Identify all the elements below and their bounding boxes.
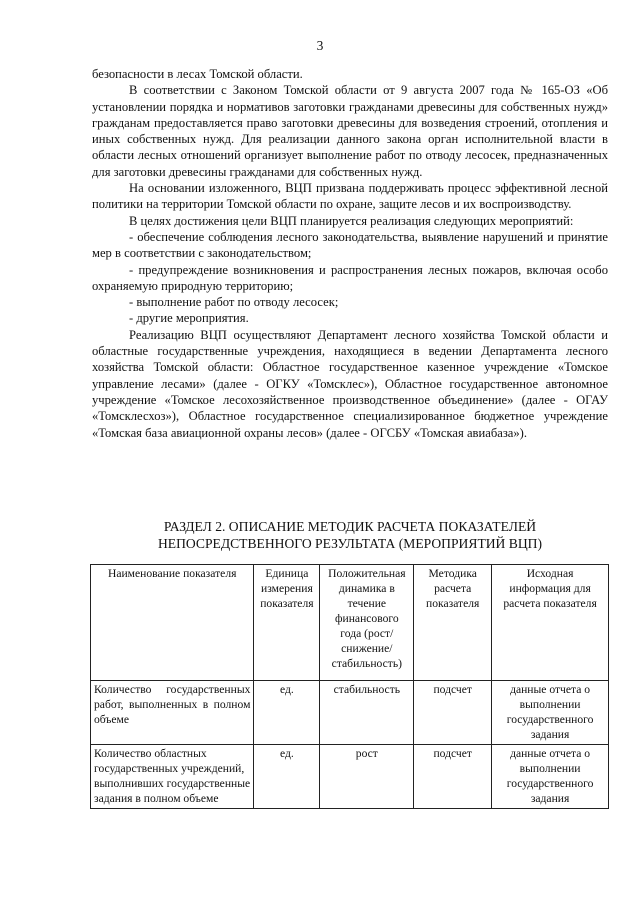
table-cell: подсчет [414,681,492,745]
paragraph: На основании изложенного, ВЦП призвана поддерживать процесс эффективной лесной политики на территории Томской области по охране, защите лесов и их воспроизводству. [92,181,608,212]
list-item: - другие мероприятия. [129,311,249,326]
list-item: - выполнение работ по отводу лесосек; [129,295,339,310]
column-header: Методика расчета показателя [414,565,492,681]
table-row [91,745,609,809]
table-cell: ед. [254,681,320,745]
table-cell: подсчет [414,745,492,809]
section-heading-line: РАЗДЕЛ 2. ОПИСАНИЕ МЕТОДИК РАСЧЕТА ПОКАЗАТЕЛЕЙ [163,519,537,534]
page-number: 3 [316,38,324,53]
section-heading-line: НЕПОСРЕДСТВЕННОГО РЕЗУЛЬТАТА (МЕРОПРИЯТИЙ ВЦП) [157,536,543,551]
column-header: Исходная информация для расчета показателя [492,565,609,681]
paragraph: Реализацию ВЦП осуществляют Департамент лесного хозяйства Томской области и областные государственные учреждения, находящиеся в ведении Департамента лесного хозяйства Томской области: Областное государственное казенное учреждение «Томское управление лесами» (далее - ОГКУ «Томсклес»), Областное государственное автономное учреждение «Томское лесохозяйственное производственное объединение» (далее - ОГАУ «Томсклесхоз»), Областное государственное специализированное бюджетное учреждение «Томская база авиационной охраны лесов» (далее - ОГСБУ «Томская авиабаза»). [92,327,608,440]
paragraph: В соответствии с Законом Томской области от 9 августа 2007 года № 165-ОЗ «Об установлении порядка и нормативов заготовки гражданами древесины для собственных нужд» гражданам предоставляется право заготовки древесины для возведения строений, отопления и иных собственных нужд. Для реализации данного закона орган исполнительной власти в области лесных отношений организует выполнение работ по отводу лесосек, предназначенных для заготовки древесины гражданами для собственных нужд. [92,83,608,179]
table-cell: стабильность [320,681,414,745]
document-body [92,66,608,441]
column-header: Наименование показателя [91,565,254,681]
paragraph: безопасности в лесах Томской области. [92,67,303,81]
list-item: - обеспечение соблюдения лесного законодательства, выявление нарушений и принятие мер в соответствии с законодательством; [92,229,608,261]
table-cell: ед. [254,745,320,809]
metrics-table [90,564,609,809]
table-header-row [91,565,609,681]
table-cell: Количество государственных работ, выполненных в полном объеме [91,681,254,745]
section-heading [92,518,608,552]
table-cell: рост [320,745,414,809]
column-header: Единица измерения показателя [254,565,320,681]
paragraph: В целях достижения цели ВЦП планируется реализация следующих мероприятий: [129,213,574,228]
table-cell: данные отчета о выполнении государственного задания [492,681,609,745]
table-row [91,681,609,745]
table-cell: Количество областных государственных учреждений, выполнивших государственные задания в полном объеме [91,745,254,809]
column-header: Положительная динамика в течение финансового года (рост/ снижение/стабильность) [320,565,414,681]
table-cell: данные отчета о выполнении государственного задания [492,745,609,809]
list-item: - предупреждение возникновения и распространения лесных пожаров, включая особо охраняемую природную территорию; [92,262,608,293]
